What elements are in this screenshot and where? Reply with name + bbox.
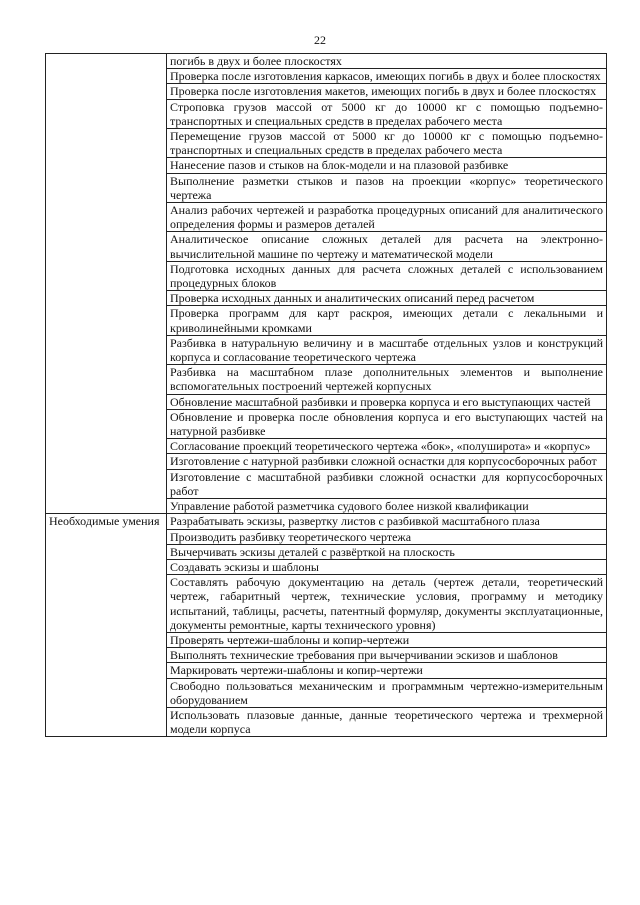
table-cell-item: Проверка программ для карт раскроя, имеющих детали с лекальными и криволинейными кромками — [167, 306, 607, 335]
table-cell-item: погибь в двух и более плоскостях — [167, 54, 607, 69]
table-cell-item: Проверка исходных данных и аналитических описаний перед расчетом — [167, 291, 607, 306]
table-cell-item: Проверка после изготовления каркасов, имеющих погибь в двух и более плоскостях — [167, 69, 607, 84]
table-cell-item: Разбивка на масштабном плазе дополнительных элементов и выполнение вспомогательных построений чертежей корпусных — [167, 365, 607, 394]
table-cell-item: Выполнять технические требования при вычерчивании эскизов и шаблонов — [167, 648, 607, 663]
table-cell-item: Использовать плазовые данные, данные теоретического чертежа и трехмерной модели корпуса — [167, 707, 607, 736]
table-cell-item: Обновление и проверка после обновления корпуса и его выступающих частей на натурной разбивке — [167, 409, 607, 438]
table-cell-item: Управление работой разметчика судового более низкой квалификации — [167, 499, 607, 514]
page-number: 22 — [314, 33, 326, 47]
table-cell-item: Составлять рабочую документацию на деталь (чертеж детали, теоретический чертеж, габаритный чертеж, технические условия, программу и методику испытаний, таблицы, расчеты, патентный формуляр, документы эксплуатационные, документы ремонтные, карты технического уровня) — [167, 575, 607, 633]
table-row — [46, 54, 607, 69]
table-cell-item: Вычерчивать эскизы деталей с развёрткой на плоскость — [167, 544, 607, 559]
table-cell-item: Маркировать чертежи-шаблоны и копир-чертежи — [167, 663, 607, 678]
table-cell-item: Подготовка исходных данных для расчета сложных деталей с использованием процедурных блоков — [167, 261, 607, 290]
table-cell-item: Разбивка в натуральную величину и в масштабе отдельных узлов и конструкций корпуса и согласование теоретического чертежа — [167, 335, 607, 364]
table-cell-item: Обновление масштабной разбивки и проверка корпуса и его выступающих частей — [167, 394, 607, 409]
table-cell-item: Проверять чертежи-шаблоны и копир-чертежи — [167, 632, 607, 647]
table-cell-item: Перемещение грузов массой от 5000 кг до 10000 кг с помощью подъемно-транспортных и специальных средств в пределах рабочего места — [167, 129, 607, 158]
table-cell-item: Свободно пользоваться механическим и программным чертежно-измерительным оборудованием — [167, 678, 607, 707]
table-cell-item: Разрабатывать эскизы, развертку листов с разбивкой масштабного плаза — [167, 514, 607, 529]
table-cell-item: Нанесение пазов и стыков на блок-модели и на плазовой разбивке — [167, 158, 607, 173]
table-cell-item: Строповка грузов массой от 5000 кг до 10000 кг с помощью подъемно-транспортных и специальных средств в пределах рабочего места — [167, 99, 607, 128]
table-cell-item: Создавать эскизы и шаблоны — [167, 559, 607, 574]
section-label — [46, 54, 167, 514]
table-cell-item: Аналитическое описание сложных деталей для расчета на электронно-вычислительной машине по чертежу и математической модели — [167, 232, 607, 261]
table-cell-item: Изготовление с масштабной разбивки сложной оснастки для корпусосборочных работ — [167, 469, 607, 498]
table-cell-item: Анализ рабочих чертежей и разработка процедурных описаний для аналитического определения формы и размеров деталей — [167, 203, 607, 232]
table-cell-item: Производить разбивку теоретического чертежа — [167, 529, 607, 544]
table-cell-item: Проверка после изготовления макетов, имеющих погибь в двух и более плоскостях — [167, 84, 607, 99]
section-label: Необходимые умения — [46, 514, 167, 737]
table-cell-item: Согласование проекций теоретического чертежа «бок», «полуширота» и «корпус» — [167, 439, 607, 454]
competency-table — [45, 53, 607, 737]
table-row — [46, 514, 607, 529]
table-cell-item: Изготовление с натурной разбивки сложной оснастки для корпусосборочных работ — [167, 454, 607, 469]
table-cell-item: Выполнение разметки стыков и пазов на проекции «корпус» теоретического чертежа — [167, 173, 607, 202]
